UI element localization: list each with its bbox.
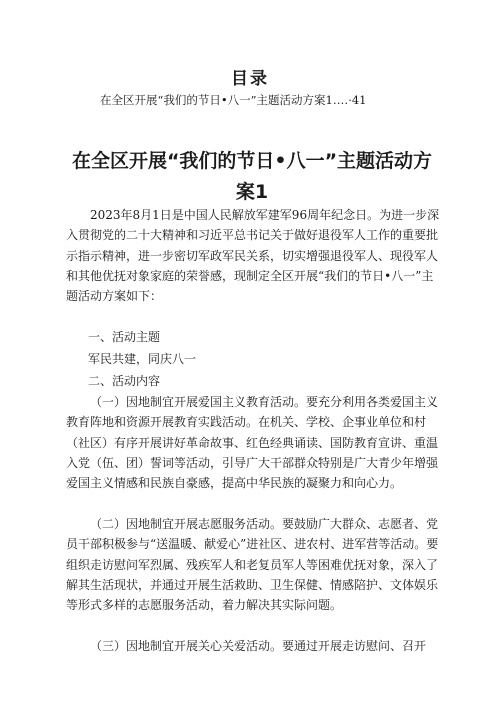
toc-heading: 目录: [231, 69, 269, 89]
section-2-item-1: （一）因地制宜开展爱国主义教育活动。要充分利用各类爱国主义教育阵地和资源开展教育实践活动。在机关、学校、企事业单位和村（社区）有序开展讲好革命故事、红色经典诵读、国防教育宣讲、重温入党（伍、团）誓词等活动，引导广大干部群众特别是广大青少年增强爱国主义情感和民族自豪感，提高中华民族的凝聚力和向心力。: [66, 395, 439, 491]
section-1-heading: 一、活动主题: [88, 330, 161, 344]
document-title-line-2: 案1: [235, 181, 269, 203]
section-2-item-3: （三）因地制宜开展关心关爱活动。要通过开展走访慰问、召开: [90, 639, 427, 653]
section-2-heading: 二、活动内容: [88, 374, 161, 388]
section-1-content: 军民共建，同庆八一: [88, 352, 197, 366]
toc-entry[interactable]: 在全区开展“我们的节日•八一”主题活动方案1‥‥·41: [100, 93, 367, 107]
document-title-line-1: 在全区开展“我们的节日•八一”主题活动方: [71, 150, 433, 172]
intro-paragraph: 2023年8月1日是中国人民解放军建军96周年纪念日。为进一步深入贯彻党的二十大精神和习近平总书记关于做好退役军人工作的重要批示指示精神，进一步密切军政军民关系，切实增强退役军人、现役军人和其他优抚对象家庭的荣誉感，现制定全区开展“我们的节日•八一”主题活动方案如下：: [66, 208, 440, 304]
section-2-item-2: （二）因地制宜开展志愿服务活动。要鼓励广大群众、志愿者、党员干部积极参与“送温暖、献爱心”进社区、进农村、进军营等活动。要组织走访慰问军烈属、残疾军人和老复员军人等困难优抚对象，深入了解其生活现状，并通过开展生活救助、卫生保健、情感陪护、文体娱乐等形式多样的志愿服务活动，着力解决其实际问题。: [66, 517, 439, 613]
